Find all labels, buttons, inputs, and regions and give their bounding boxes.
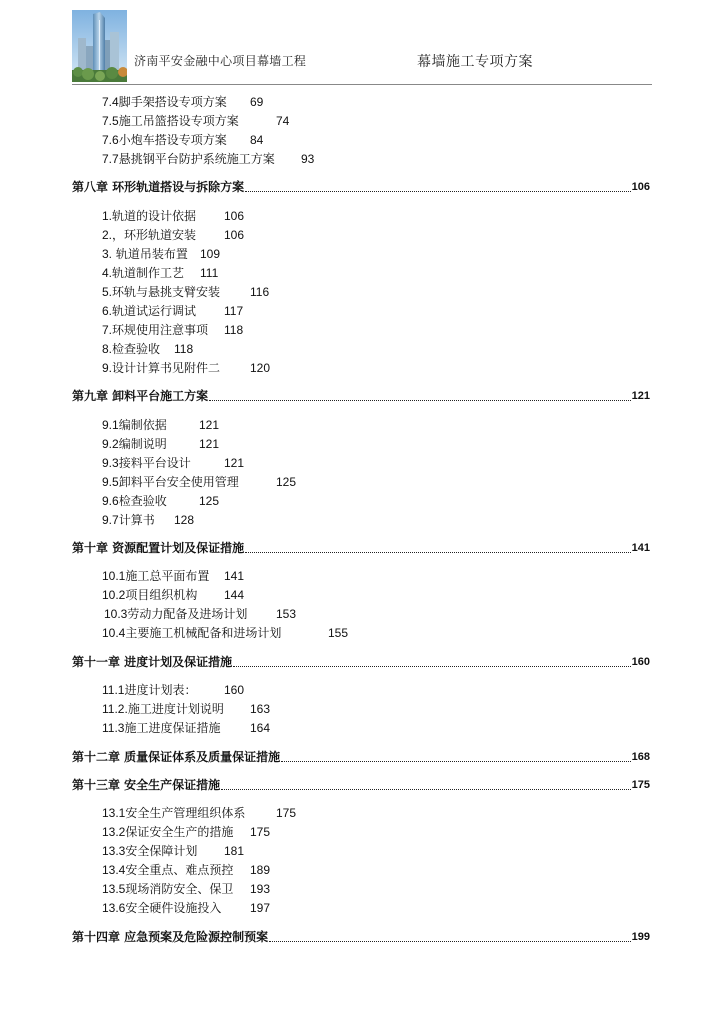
toc-item: 7.7悬挑钢平台防护系统施工方案 93: [102, 152, 315, 166]
toc-item: 1.轨道的设计依据 106: [102, 209, 245, 223]
toc-item: 13.5现场消防安全、保卫 193: [102, 882, 271, 896]
toc-item: 8.检查验收 118: [102, 342, 194, 356]
header-document-title: 幕墙施工专项方案: [417, 54, 533, 70]
toc-chapter-14: 第十四章 应急预案及危险源控制预案 199: [72, 930, 650, 944]
toc-chapter-11: 第十一章 进度计划及保证措施 160: [72, 655, 650, 669]
toc-item: 3. 轨道吊装布置 109: [102, 247, 221, 261]
toc-item: 7.环规使用注意事项 118: [102, 323, 244, 337]
toc-item: 10.3劳动力配备及进场计划 153: [104, 607, 297, 621]
toc-item: 13.4安全重点、难点预控 189: [102, 863, 271, 877]
toc-chapter-13: 第十三章 安全生产保证措施 175: [72, 778, 650, 792]
toc-item: 10.4主要施工机械配备和进场计划 155: [102, 626, 349, 640]
toc-chapter-12: 第十二章 质量保证体系及质量保证措施 168: [72, 750, 650, 764]
toc-item: 9.1编制依据 121: [102, 418, 220, 432]
toc-item: 7.5施工吊篮搭设专项方案 74: [102, 114, 290, 128]
toc-chapter-10: 第十章 资源配置计划及保证措施 141: [72, 541, 650, 555]
toc-chapter-9: 第九章 卸料平台施工方案 121: [72, 389, 650, 403]
toc-item: 7.4脚手架搭设专项方案 69: [102, 95, 264, 109]
toc-item: 2.，环形轨道安装 106: [102, 228, 245, 242]
toc-chapter-8: 第八章 环形轨道搭设与拆除方案 106: [72, 180, 650, 194]
toc-item: 13.1安全生产管理组织体系 175: [102, 806, 297, 820]
toc-item: 9.7计算书 128: [102, 513, 195, 527]
toc-item: 9.6检查验收 125: [102, 494, 220, 508]
toc-item: 9.设计计算书见附件二 120: [102, 361, 271, 375]
toc-item: 6.轨道试运行调试 117: [102, 304, 244, 318]
toc-item: 9.3接料平台设计 121: [102, 456, 245, 470]
toc-item: 4.轨道制作工艺 111: [102, 266, 219, 280]
building-photo-icon: [72, 10, 127, 82]
toc-item: 13.3安全保障计划 181: [102, 844, 245, 858]
toc-item: 7.6小炮车搭设专项方案 84: [102, 133, 264, 147]
toc-item: 10.1施工总平面布置 141: [102, 569, 245, 583]
toc-item: 10.2项目组织机构 144: [102, 588, 245, 602]
toc-item: 13.2保证安全生产的措施 175: [102, 825, 271, 839]
toc-item: 13.6安全硬件设施投入 197: [102, 901, 271, 915]
toc-item: 11.2.施工进度计划说明 163: [102, 702, 271, 716]
header-divider: [72, 84, 652, 85]
toc-item: 9.5卸料平台安全使用管理 125: [102, 475, 297, 489]
toc-item: 11.1进度计划表： 160: [102, 683, 245, 697]
toc-item: 11.3施工进度保证措施 164: [102, 721, 271, 735]
toc-item: 9.2编制说明 121: [102, 437, 220, 451]
header-project-name: 济南平安金融中心项目幕墙工程: [134, 54, 307, 68]
toc-item: 5.环轨与悬挑支臂安装 116: [102, 285, 270, 299]
